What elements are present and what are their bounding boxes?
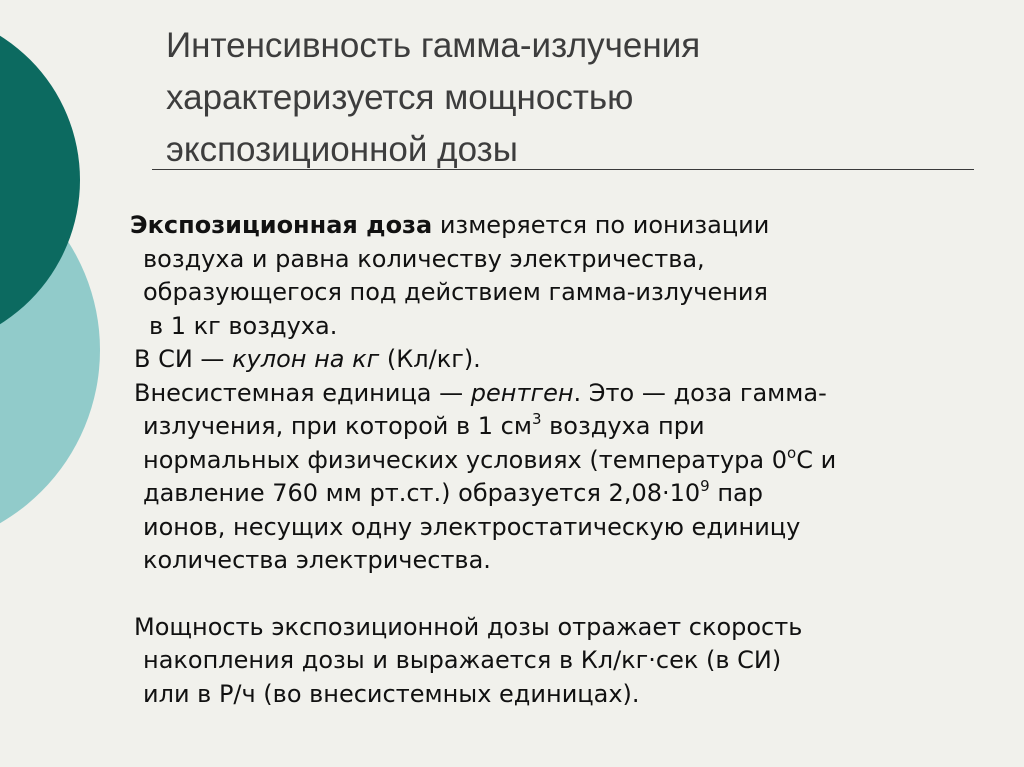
text: излучения, при которой в 1 см [143, 412, 532, 440]
line: в 1 кг воздуха. [149, 311, 338, 340]
term-exposure-dose: Экспозиционная доза [130, 211, 433, 239]
superscript: 9 [700, 477, 710, 495]
line: образующегося под действием гамма-излучения [143, 278, 768, 306]
line [130, 343, 1010, 377]
text: давление 760 мм рт.ст.) образуется 2,08·10 [143, 479, 701, 507]
superscript: 3 [531, 410, 542, 428]
text: . Это — доза гамма- [573, 378, 827, 407]
line [130, 377, 1010, 411]
slide-title [166, 20, 986, 176]
title-divider [152, 169, 974, 170]
text: нормальных физических условиях (температура 0 [143, 445, 787, 474]
line: накопления дозы и выражается в Кл/кг·сек (в СИ) [143, 646, 782, 674]
line: ионов, несущих одну электростатическую единицу [143, 512, 801, 541]
slide-body [130, 209, 1010, 711]
title-line-2: характеризуется мощностью [166, 78, 634, 117]
title-line-3: экспозиционной дозы [166, 130, 518, 169]
line: Мощность экспозиционной дозы отражает скорость [134, 612, 803, 641]
superscript: о [787, 443, 797, 462]
line [130, 477, 1010, 511]
text: пар [709, 479, 763, 507]
text: Внесистемная единица — [134, 378, 471, 407]
paragraph-roentgen [130, 377, 1010, 578]
text: воздуха при [541, 412, 705, 440]
line: или в Р/ч (во внесистемных единицах). [143, 679, 640, 708]
text: В СИ — [134, 345, 233, 373]
paragraph-si-unit [130, 343, 1010, 377]
paragraph-dose-rate [130, 611, 1010, 712]
text: измеряется по ионизации [432, 211, 770, 239]
text: С и [796, 445, 837, 474]
unit-roentgen: рентген [470, 378, 574, 407]
line [130, 410, 1010, 444]
line: количества электричества. [143, 546, 491, 574]
line: воздуха и равна количеству электричества, [143, 244, 705, 273]
title-line-1: Интенсивность гамма-излучения [166, 26, 701, 65]
unit-coulomb-per-kg: кулон на кг [232, 345, 380, 373]
text: (Кл/кг). [379, 345, 481, 373]
paragraph-spacer [130, 578, 1010, 611]
line [130, 444, 1010, 478]
paragraph-exposure-dose [130, 209, 1010, 343]
line [130, 209, 1010, 243]
